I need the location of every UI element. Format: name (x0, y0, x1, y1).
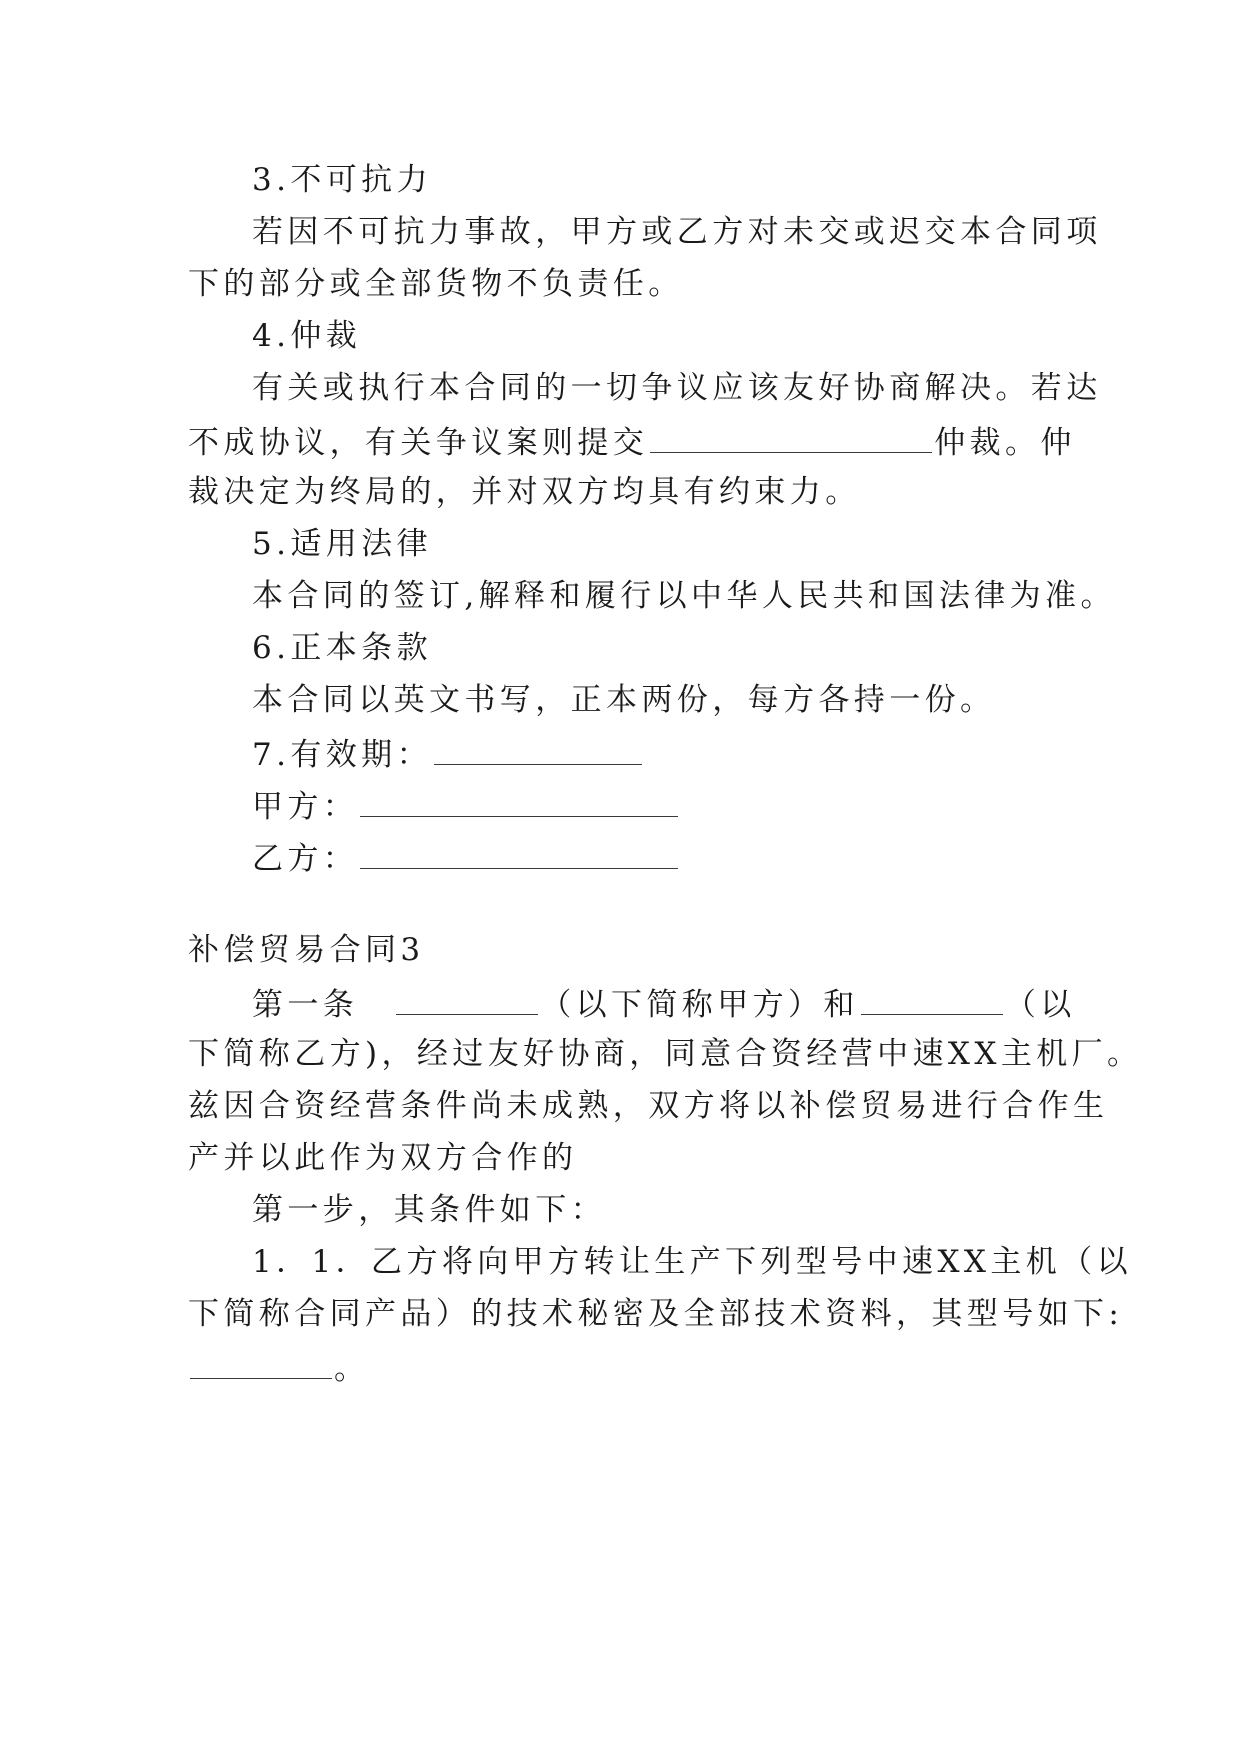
contract-3-article-1-line-1 (252, 980, 1076, 1024)
party-b-signature-line (252, 834, 680, 878)
section-3-body-line-1: 若因不可抗力事故，甲方或乙方对未交或迟交本合同项 (252, 214, 1102, 250)
party-a-label: 甲方： (252, 789, 359, 825)
arbitration-body-blank (650, 418, 932, 453)
section-4-body-line-3: 裁决定为终局的，并对双方均具有约束力。 (188, 474, 861, 510)
clause-1-1-line-1: 1．1．乙方将向甲方转让生产下列型号中速XX主机（以 (252, 1244, 1132, 1280)
party-b-blank (360, 834, 678, 869)
party-a-blank (360, 782, 678, 817)
model-number-blank (190, 1344, 332, 1379)
validity-line (252, 730, 644, 774)
contract-3-title: 补偿贸易合同3 (188, 932, 425, 968)
section-5-body: 本合同的签订,解释和履行以中华人民共和国法律为准。 (252, 578, 1116, 614)
clause-1-1-end: 。 (334, 1351, 370, 1387)
contract-3-line-2: 下简称乙方)，经过友好协商，同意合资经营中速XX主机厂。 (188, 1036, 1143, 1072)
section-5-heading: 5.适用法律 (252, 526, 432, 562)
validity-blank (434, 730, 642, 765)
section-6-body: 本合同以英文书写，正本两份，每方各持一份。 (252, 682, 996, 718)
article-1-end: （以 (1004, 987, 1076, 1023)
contract-3-step-1: 第一步，其条件如下： (252, 1192, 606, 1228)
section-6-heading: 6.正本条款 (252, 630, 432, 666)
contract-3-line-3: 兹因合资经营条件尚未成熟，双方将以补偿贸易进行合作生 (188, 1088, 1109, 1124)
section-4-body-line-2 (188, 418, 1076, 462)
party-a-signature-line (252, 782, 680, 826)
arbitration-suffix: 仲裁。仲 (934, 425, 1076, 461)
section-4-body-line-1: 有关或执行本合同的一切争议应该友好协商解决。若达 (252, 370, 1102, 406)
article-1-label: 第一条 (252, 987, 359, 1023)
party-b-label: 乙方： (252, 841, 359, 877)
party-a-name-blank (396, 980, 538, 1015)
clause-1-1-line-3 (188, 1344, 369, 1388)
section-3-body-line-2: 下的部分或全部货物不负责任。 (188, 266, 684, 302)
contract-3-line-4: 产并以此作为双方合作的 (188, 1140, 578, 1176)
arbitration-prefix: 不成协议，有关争议案则提交 (188, 425, 649, 461)
article-1-mid: （以下简称甲方）和 (540, 987, 859, 1023)
clause-1-1-line-2: 下简称合同产品）的技术秘密及全部技术资料，其型号如下: (188, 1296, 1124, 1332)
section-4-heading: 4.仲裁 (252, 318, 362, 354)
validity-label: 7.有效期： (252, 737, 432, 773)
party-b-name-blank (861, 980, 1003, 1015)
section-3-heading: 3.不可抗力 (252, 162, 432, 198)
